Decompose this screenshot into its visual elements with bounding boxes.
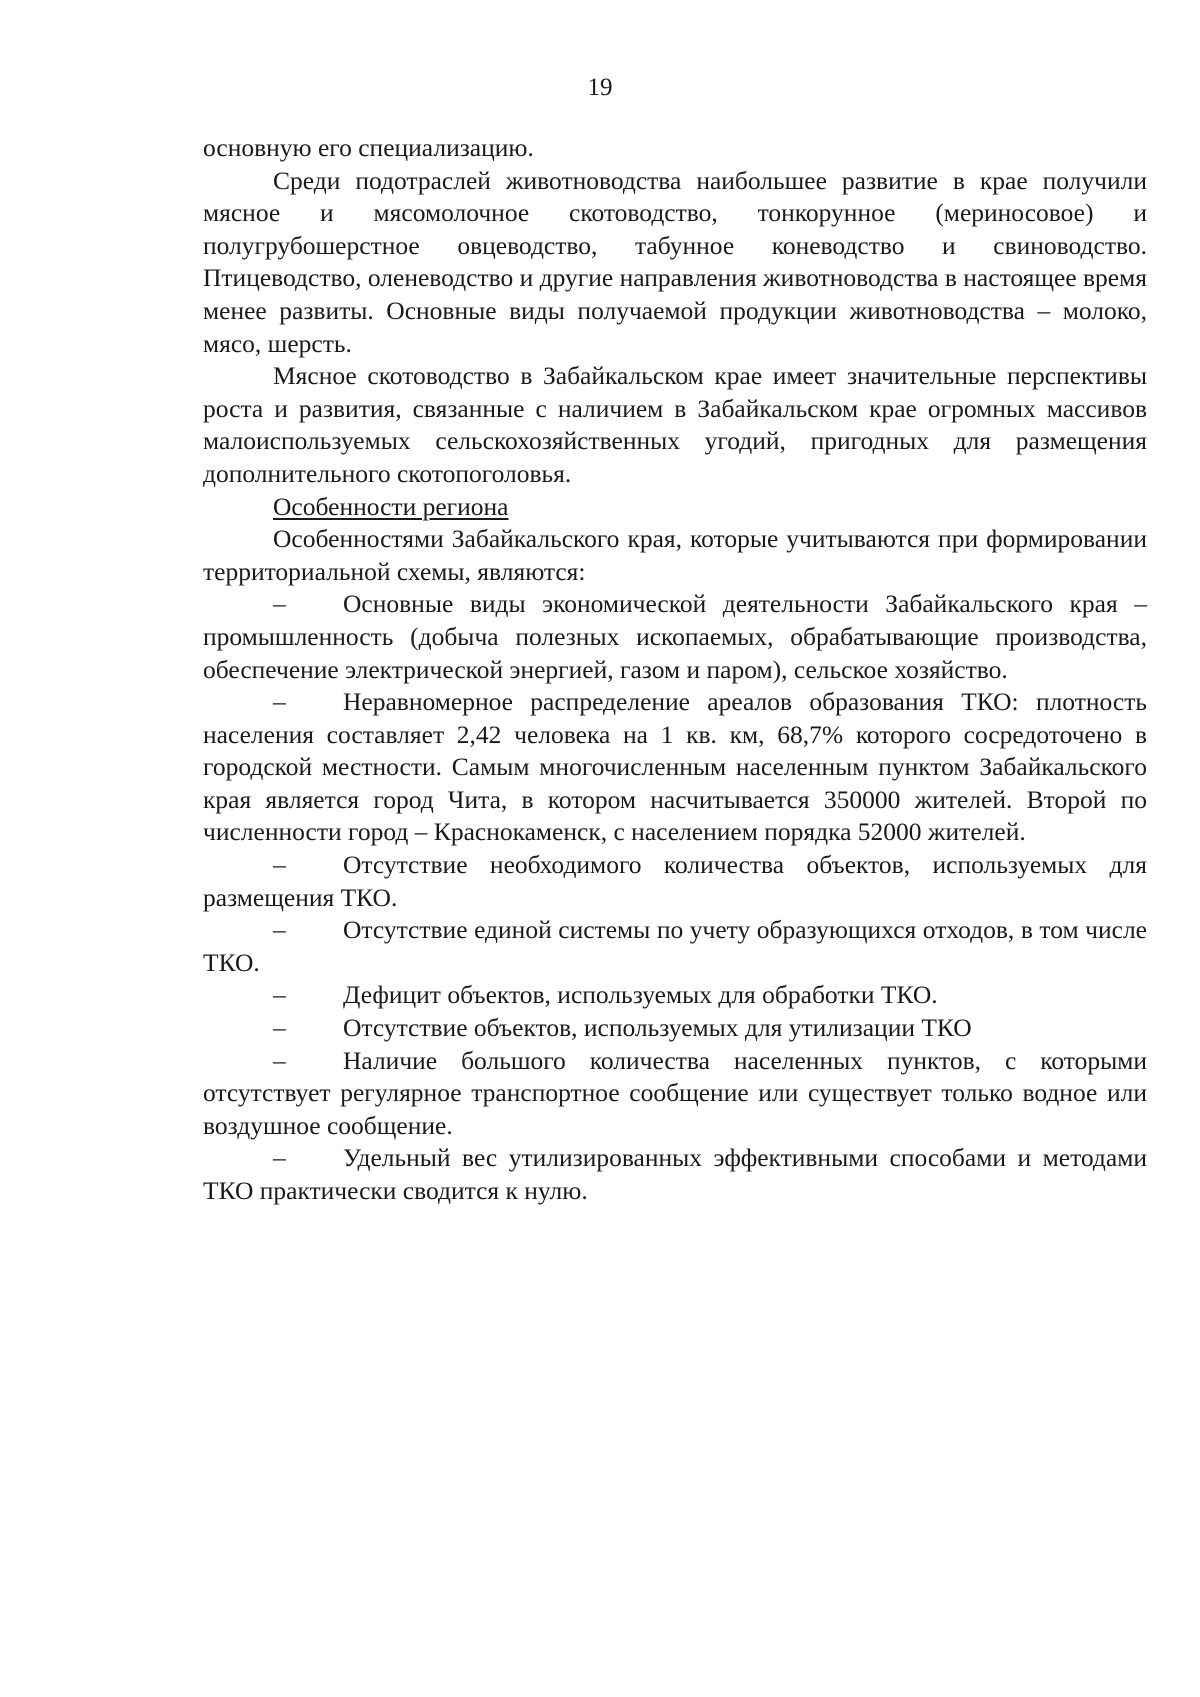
paragraph-continuation: основную его специализацию. — [203, 133, 534, 162]
section-heading-text: Особенности региона — [273, 491, 509, 521]
paragraph-livestock: Среди подотраслей животноводства наибольшее развитие в крае получили мясное и мясомолочное скотоводство, тонкорунное (мериносовое) и полугрубошерстное овцеводство, табунное коневодство и свиноводство. Птицеводство, оленеводство и другие направления животноводства в настоящее время менее развиты. Основные виды получаемой продукции животноводства – молоко, мясо, шерсть. — [203, 165, 1147, 358]
list-item-text: Удельный вес утилизированных эффективными способами и методами ТКО практически сводится к нулю. — [203, 1143, 1147, 1205]
list-dash: – — [273, 915, 286, 945]
list-dash: – — [273, 1045, 286, 1075]
list-item — [203, 588, 1147, 686]
list-item — [203, 849, 1147, 914]
list-item-text: Дефицит объектов, используемых для обработки ТКО. — [343, 980, 938, 1010]
paragraph-meat-cattle: Мясное скотоводство в Забайкальском крае имеет значительные перспективы роста и развития, связанные с наличием в Забайкальском крае огромных массивов малоиспользуемых сельскохозяйственных угодий, пригодных для размещения дополнительного скотопоголовья. — [203, 361, 1147, 488]
list-dash: – — [273, 1143, 286, 1173]
section-heading — [203, 491, 1147, 524]
list-item — [203, 1045, 1147, 1143]
list-dash: – — [273, 850, 286, 880]
list-item — [203, 1012, 1147, 1045]
list-dash: – — [273, 687, 286, 717]
paragraph-features-intro: Особенностями Забайкальского края, которые учитываются при формировании территориальной схемы, являются: — [203, 524, 1147, 586]
list-item-text: Наличие большого количества населенных пунктов, с которыми отсутствует регулярное транспортное сообщение или существует только водное или воздушное сообщение. — [203, 1045, 1147, 1140]
list-item-text: Отсутствие объектов, используемых для утилизации ТКО — [343, 1013, 972, 1043]
list-item-text: Основные виды экономической деятельности Забайкальского края – промышленность (добыча полезных ископаемых, обрабатывающие производства, обеспечение электрической энергией, газом и паром), сельское хозяйство. — [203, 589, 1147, 684]
list-item-text: Отсутствие единой системы по учету образующихся отходов, в том числе ТКО. — [203, 915, 1147, 977]
list-item — [203, 686, 1147, 849]
document-body — [203, 132, 1147, 1208]
list-item-text: Отсутствие необходимого количества объектов, используемых для размещения ТКО. — [203, 850, 1147, 912]
list-dash: – — [273, 1013, 286, 1043]
list-item — [203, 979, 1147, 1012]
page-number: 19 — [587, 74, 613, 101]
list-item — [203, 1142, 1147, 1207]
list-item — [203, 914, 1147, 979]
list-dash: – — [273, 980, 286, 1010]
list-dash: – — [273, 589, 286, 619]
list-item-text: Неравномерное распределение ареалов образования ТКО: плотность населения составляет 2,42 человека на 1 кв. км, 68,7% которого сосредоточено в городской местности. Самым многочисленным населенным пунктом Забайкальского края является город Чита, в котором насчитывается 350000 жителей. Второй по численности город – Краснокаменск, с населением порядка 52000 жителей. — [203, 687, 1147, 847]
